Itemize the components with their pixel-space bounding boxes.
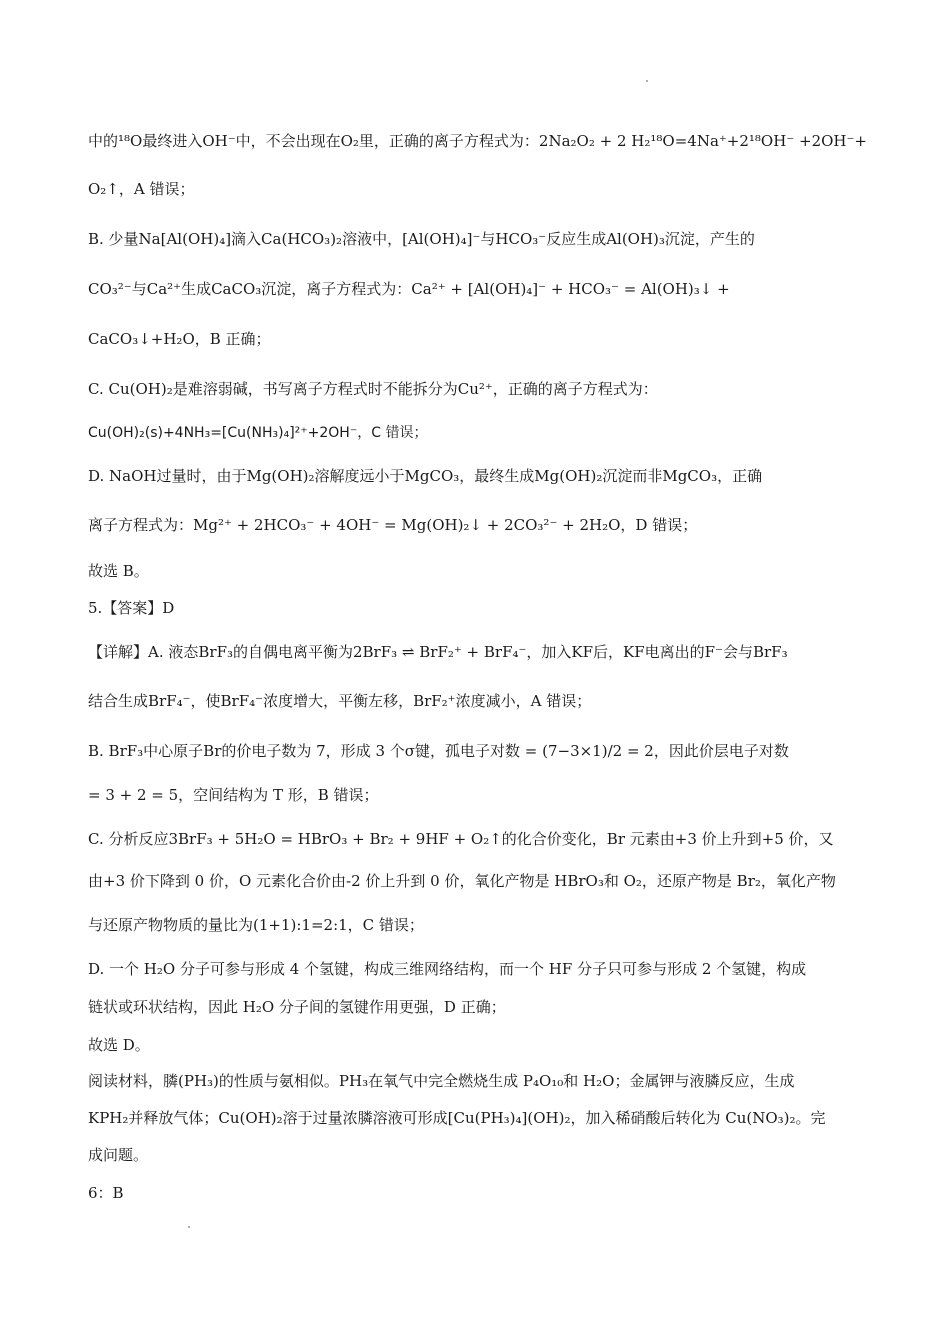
text-line: 结合生成BrF₄⁻，使BrF₄⁻浓度增大，平衡左移，BrF₂⁺浓度减小，A 错误； (88, 692, 592, 710)
text-line: 【详解】A. 液态BrF₃的自偶电离平衡为2BrF₃ ⇌ BrF₂⁺ + BrF₄⁻，加入KF后，KF电离出的F⁻会与BrF₃ (88, 643, 788, 661)
text-line: = 3 + 2 = 5，空间结构为 T 形，B 错误； (88, 786, 379, 804)
text-line: CO₃²⁻与Ca²⁺生成CaCO₃沉淀，离子方程式为：Ca²⁺ + [Al(OH)₄]⁻ + HCO₃⁻ = Al(OH)₃↓ + (88, 280, 730, 298)
text-line: D. NaOH过量时，由于Mg(OH)₂溶解度远小于MgCO₃，最终生成Mg(OH)₂沉淀而非MgCO₃，正确 (88, 467, 763, 485)
text-line: B. BrF₃中心原子Br的价电子数为 7，形成 3 个σ键，孤电子对数 = (7−3×1)/2 = 2，因此价层电子对数 (88, 742, 789, 760)
text-line: 成问题。 (88, 1146, 149, 1164)
text-line: C. Cu(OH)₂是难溶弱碱，书写离子方程式时不能拆分为Cu²⁺，正确的离子方程式为： (88, 380, 658, 398)
text-line: KPH₂并释放气体；Cu(OH)₂溶于过量浓膦溶液可形成[Cu(PH₃)₄](OH)₂，加入稀硝酸后转化为 Cu(NO₃)₂。完 (88, 1109, 826, 1127)
text-line: Cu(OH)₂(s)+4NH₃=[Cu(NH₃)₄]²⁺+2OH⁻，C 错误； (88, 425, 428, 441)
text-line: B. 少量Na[Al(OH)₄]滴入Ca(HCO₃)₂溶液中，[Al(OH)₄]⁻与HCO₃⁻反应生成Al(OH)₃沉淀，产生的 (88, 230, 755, 248)
text-line: 离子方程式为：Mg²⁺ + 2HCO₃⁻ + 4OH⁻ = Mg(OH)₂↓ + 2CO₃²⁻ + 2H₂O，D 错误； (88, 516, 698, 534)
text-line: 中的¹⁸O最终进入OH⁻中，不会出现在O₂里，正确的离子方程式为：2Na₂O₂ + 2 H₂¹⁸O=4Na⁺+2¹⁸OH⁻ +2OH⁻+ (88, 132, 867, 150)
text-line: O₂↑，A 错误； (88, 180, 195, 198)
scan-speck (646, 80, 648, 82)
text-line: 链状或环状结构，因此 H₂O 分子间的氢键作用更强，D 正确； (88, 998, 506, 1016)
text-line: CaCO₃↓+H₂O，B 正确； (88, 330, 271, 348)
scan-speck (188, 1226, 190, 1228)
text-line: 故选 D。 (88, 1036, 150, 1054)
text-line: C. 分析反应3BrF₃ + 5H₂O = HBrO₃ + Br₂ + 9HF + O₂↑的化合价变化，Br 元素由+3 价上升到+5 价，又 (88, 830, 834, 848)
question-answer: 6：B (88, 1184, 124, 1202)
text-line: D. 一个 H₂O 分子可参与形成 4 个氢键，构成三维网络结构，而一个 HF 分子只可参与形成 2 个氢键，构成 (88, 960, 807, 978)
text-line: 由+3 价下降到 0 价，O 元素化合价由-2 价上升到 0 价，氧化产物是 HBrO₃和 O₂，还原产物是 Br₂，氧化产物 (88, 872, 836, 890)
answer-heading: 5.【答案】D (88, 599, 175, 617)
text-line: 阅读材料，膦(PH₃)的性质与氨相似。PH₃在氧气中完全燃烧生成 P₄O₁₀和 H₂O；金属钾与液膦反应，生成 (88, 1072, 795, 1090)
text-line: 与还原产物物质的量比为(1+1):1=2:1，C 错误； (88, 916, 424, 934)
text-line: 故选 B。 (88, 562, 149, 580)
